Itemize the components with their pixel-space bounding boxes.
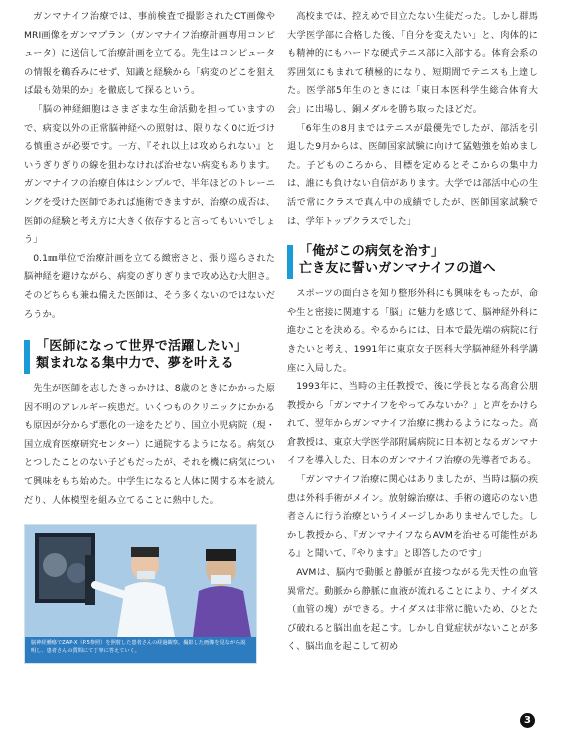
right-column: [287, 8, 538, 657]
photo-caption-band: [25, 637, 256, 663]
body-paragraph: 「脳の神経細胞はさまざまな生命活動を担っていますので、病変以外の正常脳神経への照射は、限りなく0に近づける慎重さが必要です。一方、『それ以上は攻められない』というぎりぎりの線を狙わなければ治せない病変もあります。ガンマナイフの治療自体はシンプルで、半年ほどのトレーニングを受けた医師であれば施術できますが、治療の成否は、医師の経験と考え方に大きく依存すると言ってもいいでしょう」: [24, 103, 275, 246]
body-paragraph: AVMは、脳内で動脈と静脈が直接つながる先天性の血管異常だ。動脈から静脈に血液が流れることにより、ナイダス（血管の塊）ができる。ナイダスは非常に脆いため、ひとたび破れると脳出血を起こす。しかし自覚症状がないことが多く、脳出血を起こして初め: [287, 567, 538, 653]
heading-accent-bar: [24, 340, 30, 374]
page-number: 3: [520, 713, 535, 728]
section-heading: [287, 243, 538, 277]
heading-line-1: 「俺がこの病気を治す」: [299, 244, 445, 260]
body-paragraph: 「ガンマナイフ治療に関心はありましたが、当時は脳の疾患は外科手術がメイン。放射線治療は、手術の適応のない患者さんに行う治療というイメージしかありませんでした。しかし教授から、『ガンマナイフならAVMを治せる可能性がある』と聞いて、『やります』と即答したのです」: [287, 474, 538, 560]
photo-illustration: [25, 525, 256, 637]
body-paragraph: 1993年に、当時の主任教授で、後に学長となる高倉公朋教授から「ガンマナイフをやってみないか？」と声をかけられて、翌年からガンマナイフ治療に携わるようになった。高倉教授は、東京大学医学部附属病院に日本初となるガンマナイフを導入した、日本のガンマナイフ治療の先導者である。: [287, 381, 538, 467]
body-paragraph: 「6年生の8月まではテニスが最優先でしたが、部活を引退した9月からは、医師国家試験に向けて猛勉強を始めました。子どものころから、目標を定めるとそこからの集中力は、誰にも負けない自信があります。大学では部活中心の生活で常にクラスで真ん中の成績でしたが、医師国家試験では、学年トップクラスでした」: [287, 122, 538, 227]
body-paragraph: ガンマナイフ治療では、事前検査で撮影されたCT画像やMRI画像をガンマプラン（ガンマナイフ治療計画専用コンピュータ）に送信して治療計画を立てる。先生はコンピュータの情報を鵜呑みにせず、知識と経験から「病変のどこを狙えば最も効果的か」を徹底して探るという。: [24, 11, 275, 97]
heading-accent-bar: [287, 245, 293, 279]
photo-caption: 脳神経腫瘍でZAP-X（P.5参照）を照射した患者さんの経過観察。撮影した画像を見ながら説明し、患者さんの質問にて丁寧に答えていく。: [31, 640, 246, 654]
doctor-photo: [24, 524, 257, 664]
body-paragraph: 高校までは、控えめで目立たない生徒だった。しかし群馬大学医学部に合格した後、「自分を変えたい」と、肉体的にも精神的にもハードな硬式テニス部に入部する。体育会系の雰囲気にもまれて積極的になり、短期間でテニスも上達した。医学部5年生のときには「東日本医科学生総合体育大会」に出場し、銅メダルを勝ち取ったほどだ。: [287, 11, 538, 115]
heading-line-2: 亡き友に誓いガンマナイフの道へ: [299, 261, 496, 277]
body-paragraph: 先生が医師を志したきっかけは、8歳のときにかかった原因不明のアレルギー疾患だ。いくつものクリニックにかかるも原因が分からず悪化の一途をたどり、国立小児病院（現・国立成育医療研究センター）に通院するようになる。病気ひとつしたことのない子どもだったが、それを機に病気について興味をもち始めた。中学生になると人体に関する本を読んだり、人体模型を組み立てることに熱中した。: [24, 383, 275, 506]
body-paragraph: 0.1㎜単位で治療計画を立てる緻密さと、張り巡らされた脳神経を避けながら、病変のぎりぎりまで攻め込む大胆さ。そのどちらも兼ね備えた医師は、そう多くないのではないだろうか。: [24, 252, 275, 320]
section-heading: [24, 338, 275, 372]
left-column: [24, 8, 275, 664]
body-paragraph: スポーツの面白さを知り整形外科にも興味をもったが、命や生と密接に関連する「脳」に魅力を感じて、脳神経外科に進むことを決める。やるからには、日本で最先端の病院に行きたいと考え、1991年に東京女子医科大学脳神経外科学講座に入局した。: [287, 288, 538, 374]
heading-line-2: 類まれなる集中力で、夢を叶える: [36, 356, 234, 372]
heading-line-1: 「医師になって世界で活躍したい」: [36, 339, 248, 355]
